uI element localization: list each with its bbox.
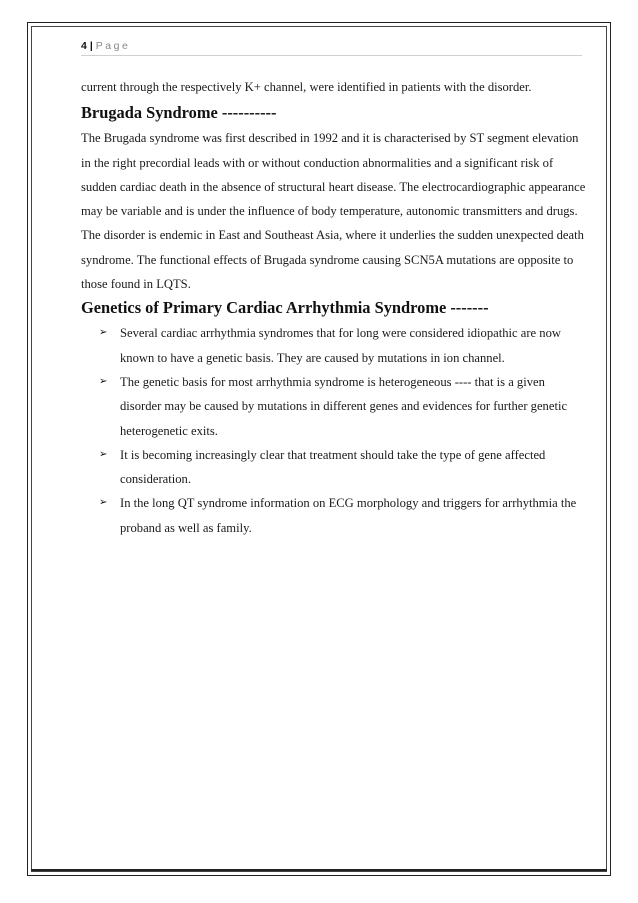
header-separator: | [89, 40, 93, 52]
heading-genetics: Genetics of Primary Cardiac Arrhythmia Syndrome ------- [81, 298, 489, 318]
arrow-bullet-icon: ➢ [99, 327, 108, 339]
list-item [81, 370, 586, 443]
brugada-paragraph: The Brugada syndrome was first described in 1992 and it is characterised by ST segment elevation in the right precordial leads with or without conduction abnormalities and a significant risk of sudden cardiac death in the absence of structural heart disease. The electrocardiographic appearance may be variable and is under the influence of body temperature, autonomic transmitters and drugs. The disorder is endemic in East and Southeast Asia, where it underlies the sudden unexpected death syndrome. The functional effects of Brugada syndrome causing SCN5A mutations are opposite to those found in LQTS. [81, 131, 586, 292]
genetics-bullet-list [81, 321, 586, 540]
page-label: Page [95, 40, 131, 52]
arrow-bullet-icon: ➢ [99, 497, 108, 509]
list-item [81, 443, 586, 492]
page-border-bottom-rule [31, 869, 607, 871]
page-header [81, 39, 582, 56]
page-number: 4 [81, 40, 87, 52]
list-item-text: In the long QT syndrome information on ECG morphology and triggers for arrhythmia the proband as well as family. [120, 496, 577, 535]
document-body [81, 75, 586, 540]
list-item [81, 321, 586, 370]
list-item-text: Several cardiac arrhythmia syndromes that for long were considered idiopathic are now known to have a genetic basis. They are caused by mutations in ion channel. [120, 326, 561, 365]
list-item [81, 491, 586, 540]
arrow-bullet-icon: ➢ [99, 448, 108, 460]
heading-brugada-syndrome: Brugada Syndrome ---------- [81, 103, 277, 123]
list-item-text: It is becoming increasingly clear that treatment should take the type of gene affected consideration. [120, 447, 546, 487]
list-item-text: The genetic basis for most arrhythmia syndrome is heterogeneous ---- that is a given disorder may be caused by mutations in different genes and evidences for further genetic heterogenetic exits. [120, 374, 568, 438]
arrow-bullet-icon: ➢ [99, 375, 108, 387]
continuation-paragraph: current through the respectively K+ channel, were identified in patients with the disorder. [81, 80, 532, 94]
